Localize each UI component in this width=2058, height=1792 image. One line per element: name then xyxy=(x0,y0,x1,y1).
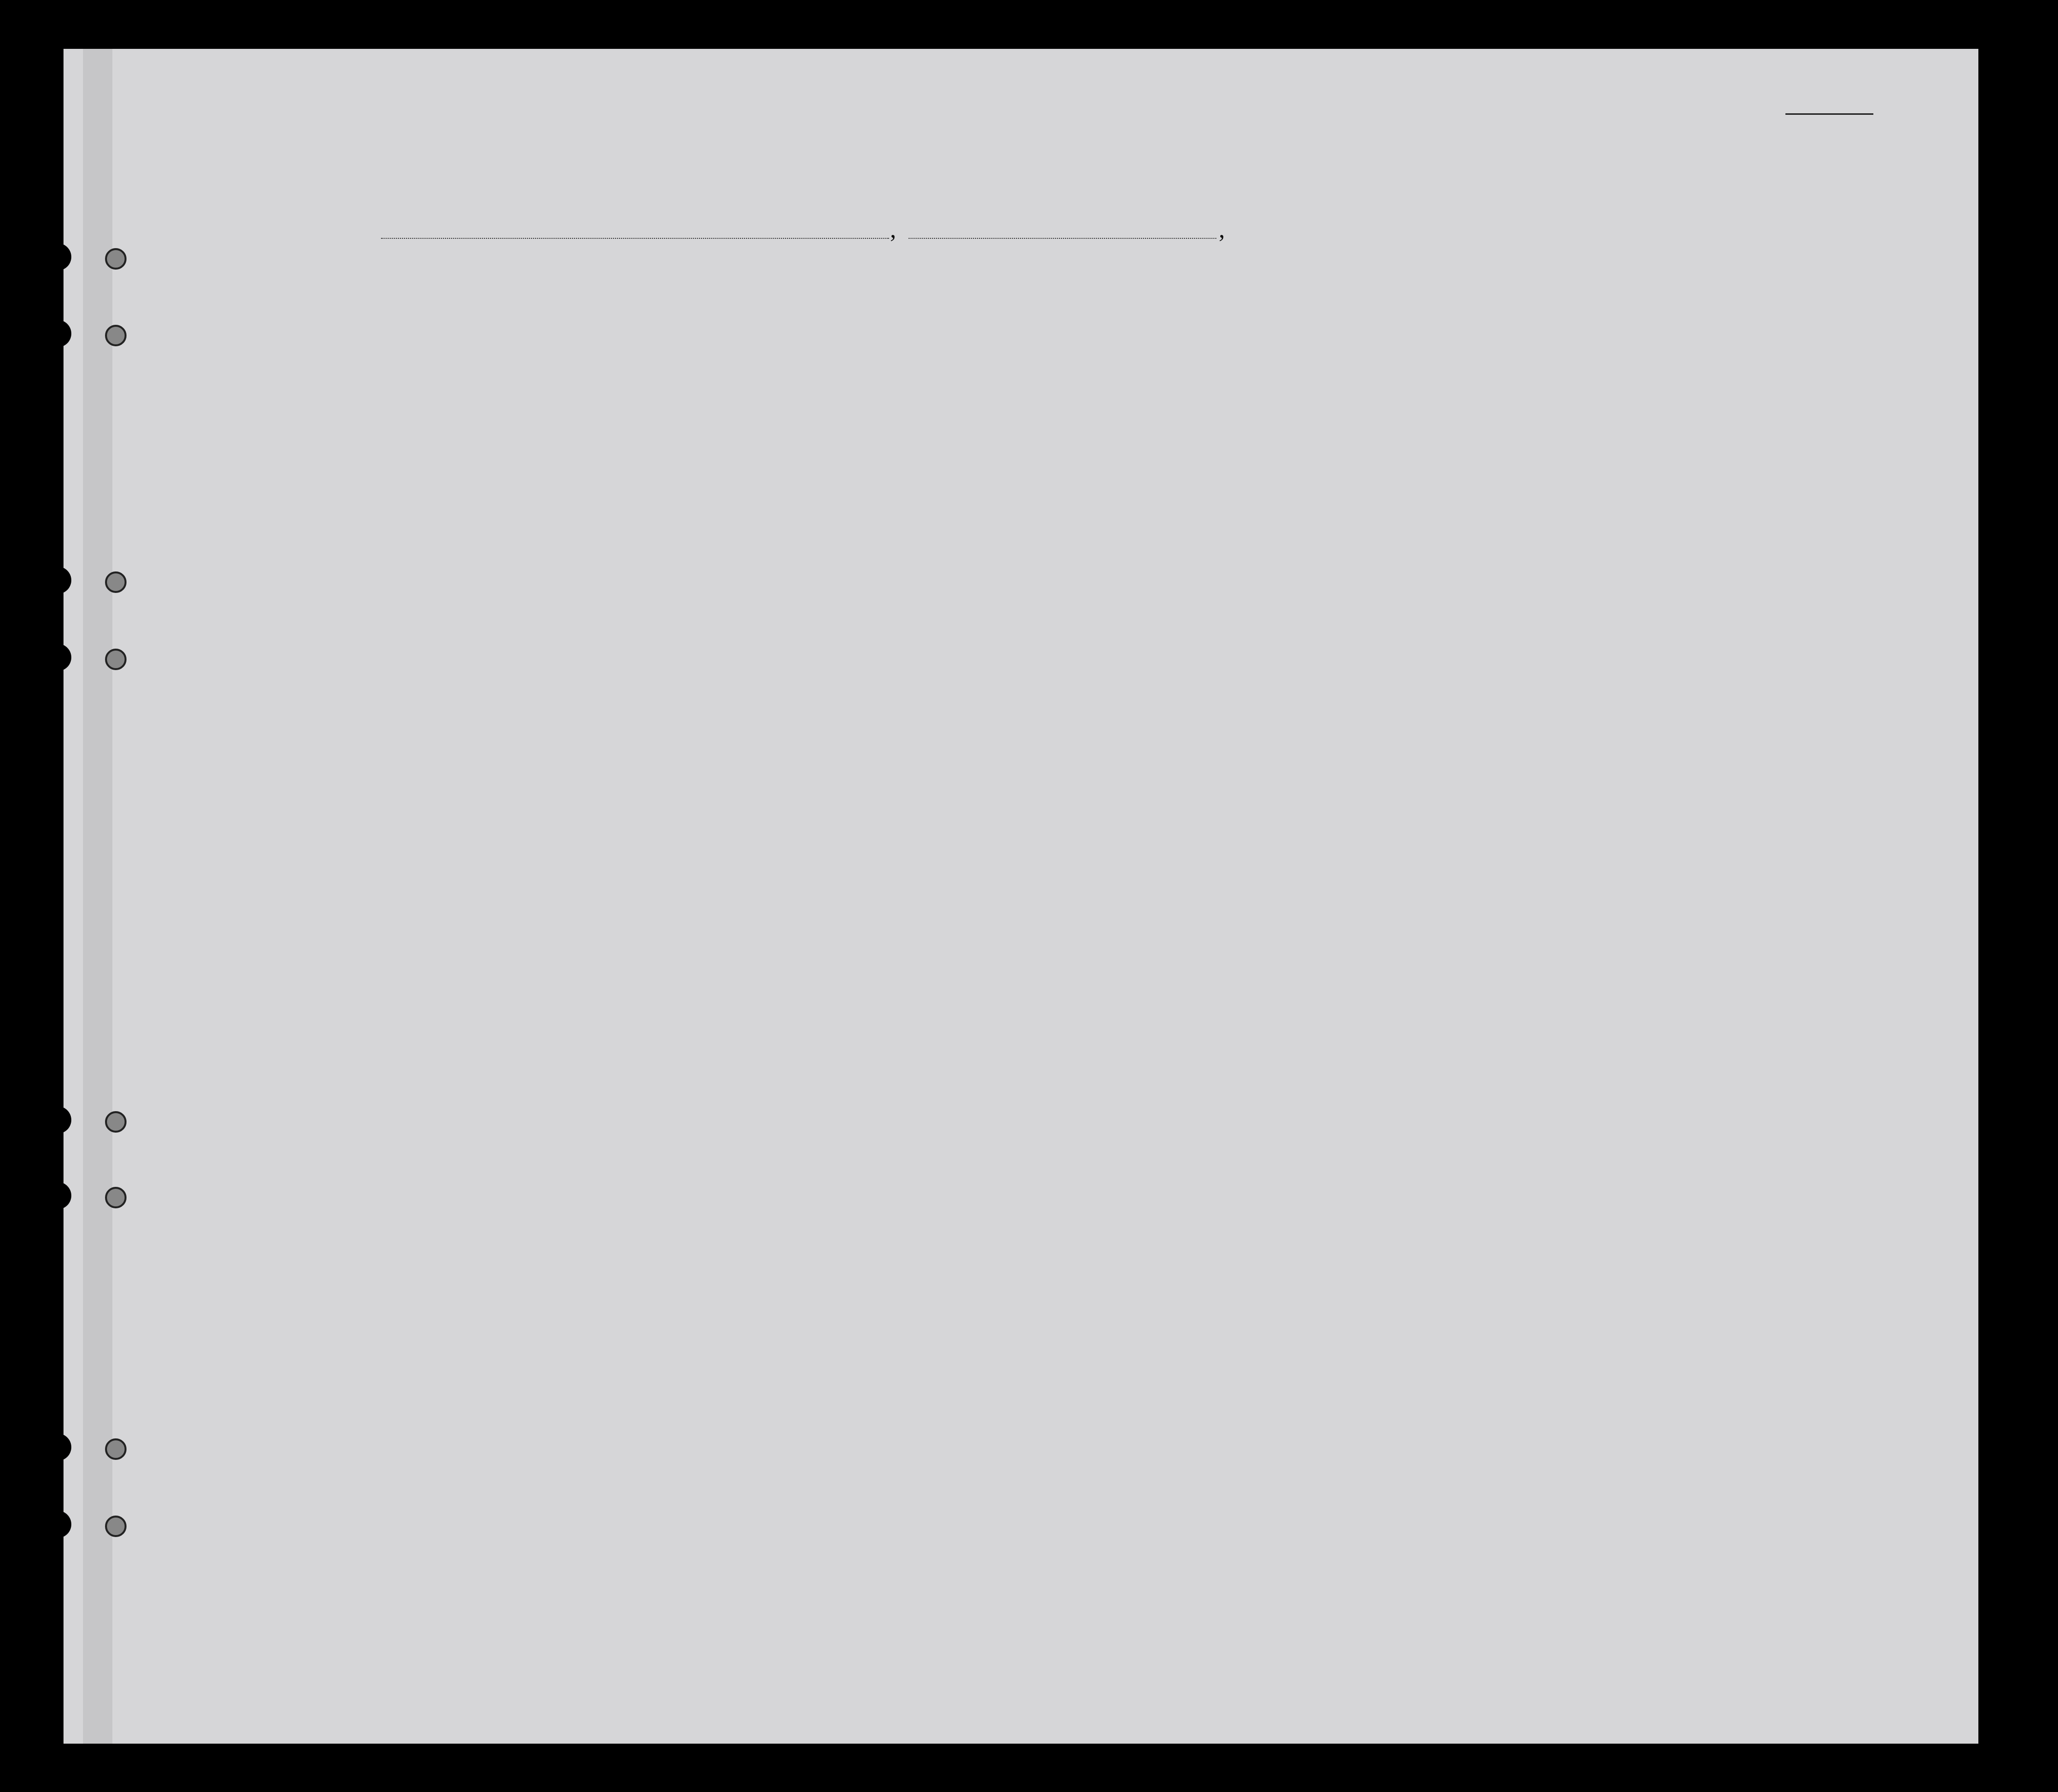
header-purpose-c xyxy=(1285,315,1314,418)
header-labor-offer xyxy=(1453,303,1487,418)
header-prison xyxy=(1325,303,1349,418)
header-purpose-b xyxy=(1226,315,1255,418)
header-inches xyxy=(1680,391,1691,430)
comma: , xyxy=(890,215,896,243)
header-deported xyxy=(1507,303,1527,418)
comma: , xyxy=(1219,215,1225,243)
header-ticket xyxy=(621,298,649,418)
header-money xyxy=(740,298,769,418)
header-purpose-a xyxy=(1172,315,1211,418)
header-overthrow xyxy=(1406,303,1450,418)
header-polygamist xyxy=(1360,303,1375,418)
header-anarchist xyxy=(1387,303,1402,418)
header-feet xyxy=(1661,391,1672,430)
